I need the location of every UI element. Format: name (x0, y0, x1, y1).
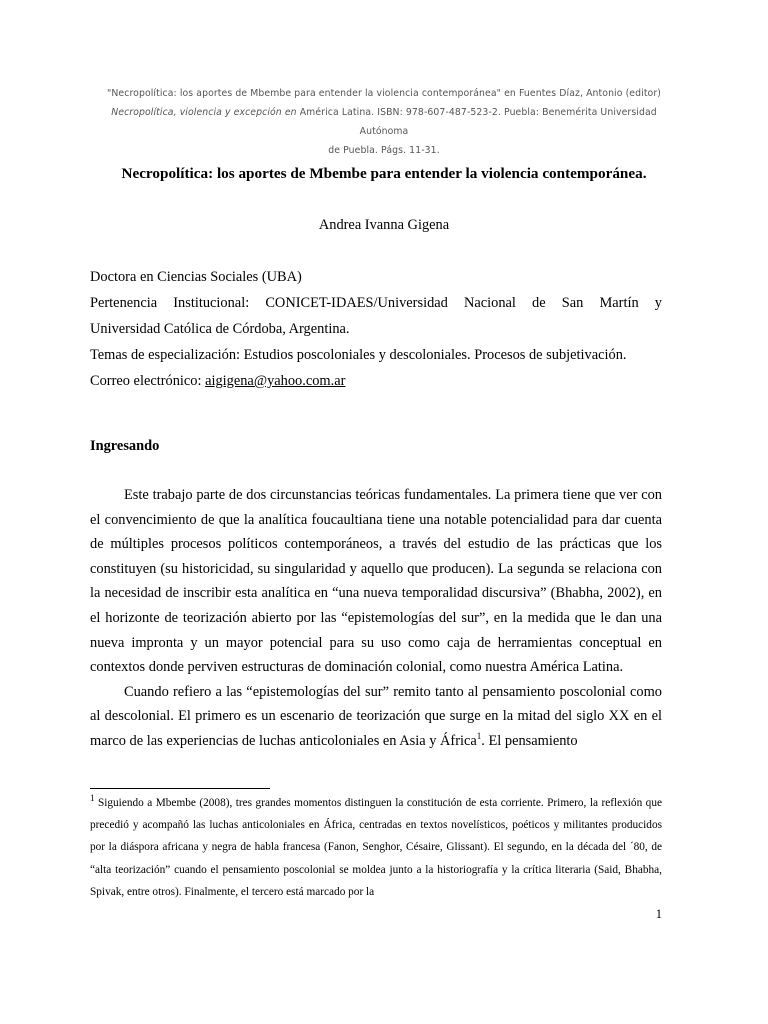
author-name: Andrea Ivanna Gigena (318, 217, 450, 233)
page-number: 1 (655, 907, 662, 921)
footnote-marker: 1 (90, 793, 95, 804)
paragraph-2-text: Cuando refiero a las “epistemologías del sur” remito tanto al pensamiento poscolonial como al descolonial. El primero es un escenario de teorización que surge en la mitad del siglo XX en el marco de las experiencias de luchas anticoloniales en Asia y África (90, 683, 662, 749)
author-institution-line-2: Universidad Católica de Córdoba, Argentina. (90, 321, 350, 337)
citation-line-2 (90, 103, 678, 141)
footnote-divider (90, 788, 270, 789)
footnote (90, 792, 662, 903)
citation-publisher: América Latina. ISBN: 978-607-487-523-2. Puebla: Benemérita Universidad Autónoma (296, 107, 657, 137)
footnote-text: Siguiendo a Mbembe (2008), tres grandes momentos distinguen la constitución de esta corriente. Primero, la reflexión que precedió y acompañó las luchas anticoloniales en África, centradas en textos novelísticos, poéticos y militantes producidos por la diáspora africana y negra de habla francesa (Fanon, Senghor, Césaire, Glissant). El segundo, en la década del ´80, de “alta teorización” cuando el pensamiento poscolonial se moldea junto a la historiografía y la crítica literaria (Said, Bhabha, Spivak, entre otros). Finalmente, el tercero está marcado por la (90, 797, 662, 898)
email-link[interactable]: aigigena@yahoo.com.ar (205, 373, 346, 389)
citation-header (90, 84, 678, 160)
paper-title: Necropolítica: los aportes de Mbembe para entender la violencia contemporánea. (121, 165, 647, 182)
citation-book-title: Necropolítica, violencia y excepción en (111, 107, 297, 118)
paragraph-2-continuation: . El pensamiento (481, 732, 578, 749)
author-topics: Temas de especialización: Estudios poscoloniales y descoloniales. Procesos de subjetivación. (90, 347, 627, 363)
author-degree: Doctora en Ciencias Sociales (UBA) (90, 269, 302, 285)
paragraph-2 (90, 680, 662, 754)
body-text (90, 483, 662, 754)
footnote-reference[interactable]: 1 (476, 731, 482, 742)
author-affiliation (90, 264, 662, 394)
paragraph-1: Este trabajo parte de dos circunstancias teóricas fundamentales. La primera tiene que ver con el convencimiento de que la analítica foucaultiana tiene una notable potencialidad para dar cuenta de múltiples procesos políticos contemporáneos, a través del estudio de las prácticas que los constituyen (su historicidad, su singularidad y aquello que producen). La segunda se relaciona con la necesidad de inscribir esta analítica en “una nueva temporalidad discursiva” (Bhabha, 2002), en el horizonte de teorización abierto por las “epistemologías del sur”, en la medida que le dan una nueva impronta y un mayor potencial para su uso como caja de herramientas conceptual en contextos donde perviven estructuras de dominación colonial, como nuestra América Latina. (90, 487, 662, 676)
citation-line-1: "Necropolítica: los aportes de Mbembe para entender la violencia contemporánea" en Fuentes Díaz, Antonio (editor) (106, 88, 661, 99)
citation-line-3: de Puebla. Págs. 11-31. (328, 145, 440, 156)
section-heading: Ingresando (90, 438, 160, 454)
author-institution-line-1: Pertenencia Institucional: CONICET-IDAES/Universidad Nacional de San Martín y (90, 295, 662, 311)
email-label: Correo electrónico: (90, 373, 206, 389)
author-email-line (90, 368, 662, 394)
